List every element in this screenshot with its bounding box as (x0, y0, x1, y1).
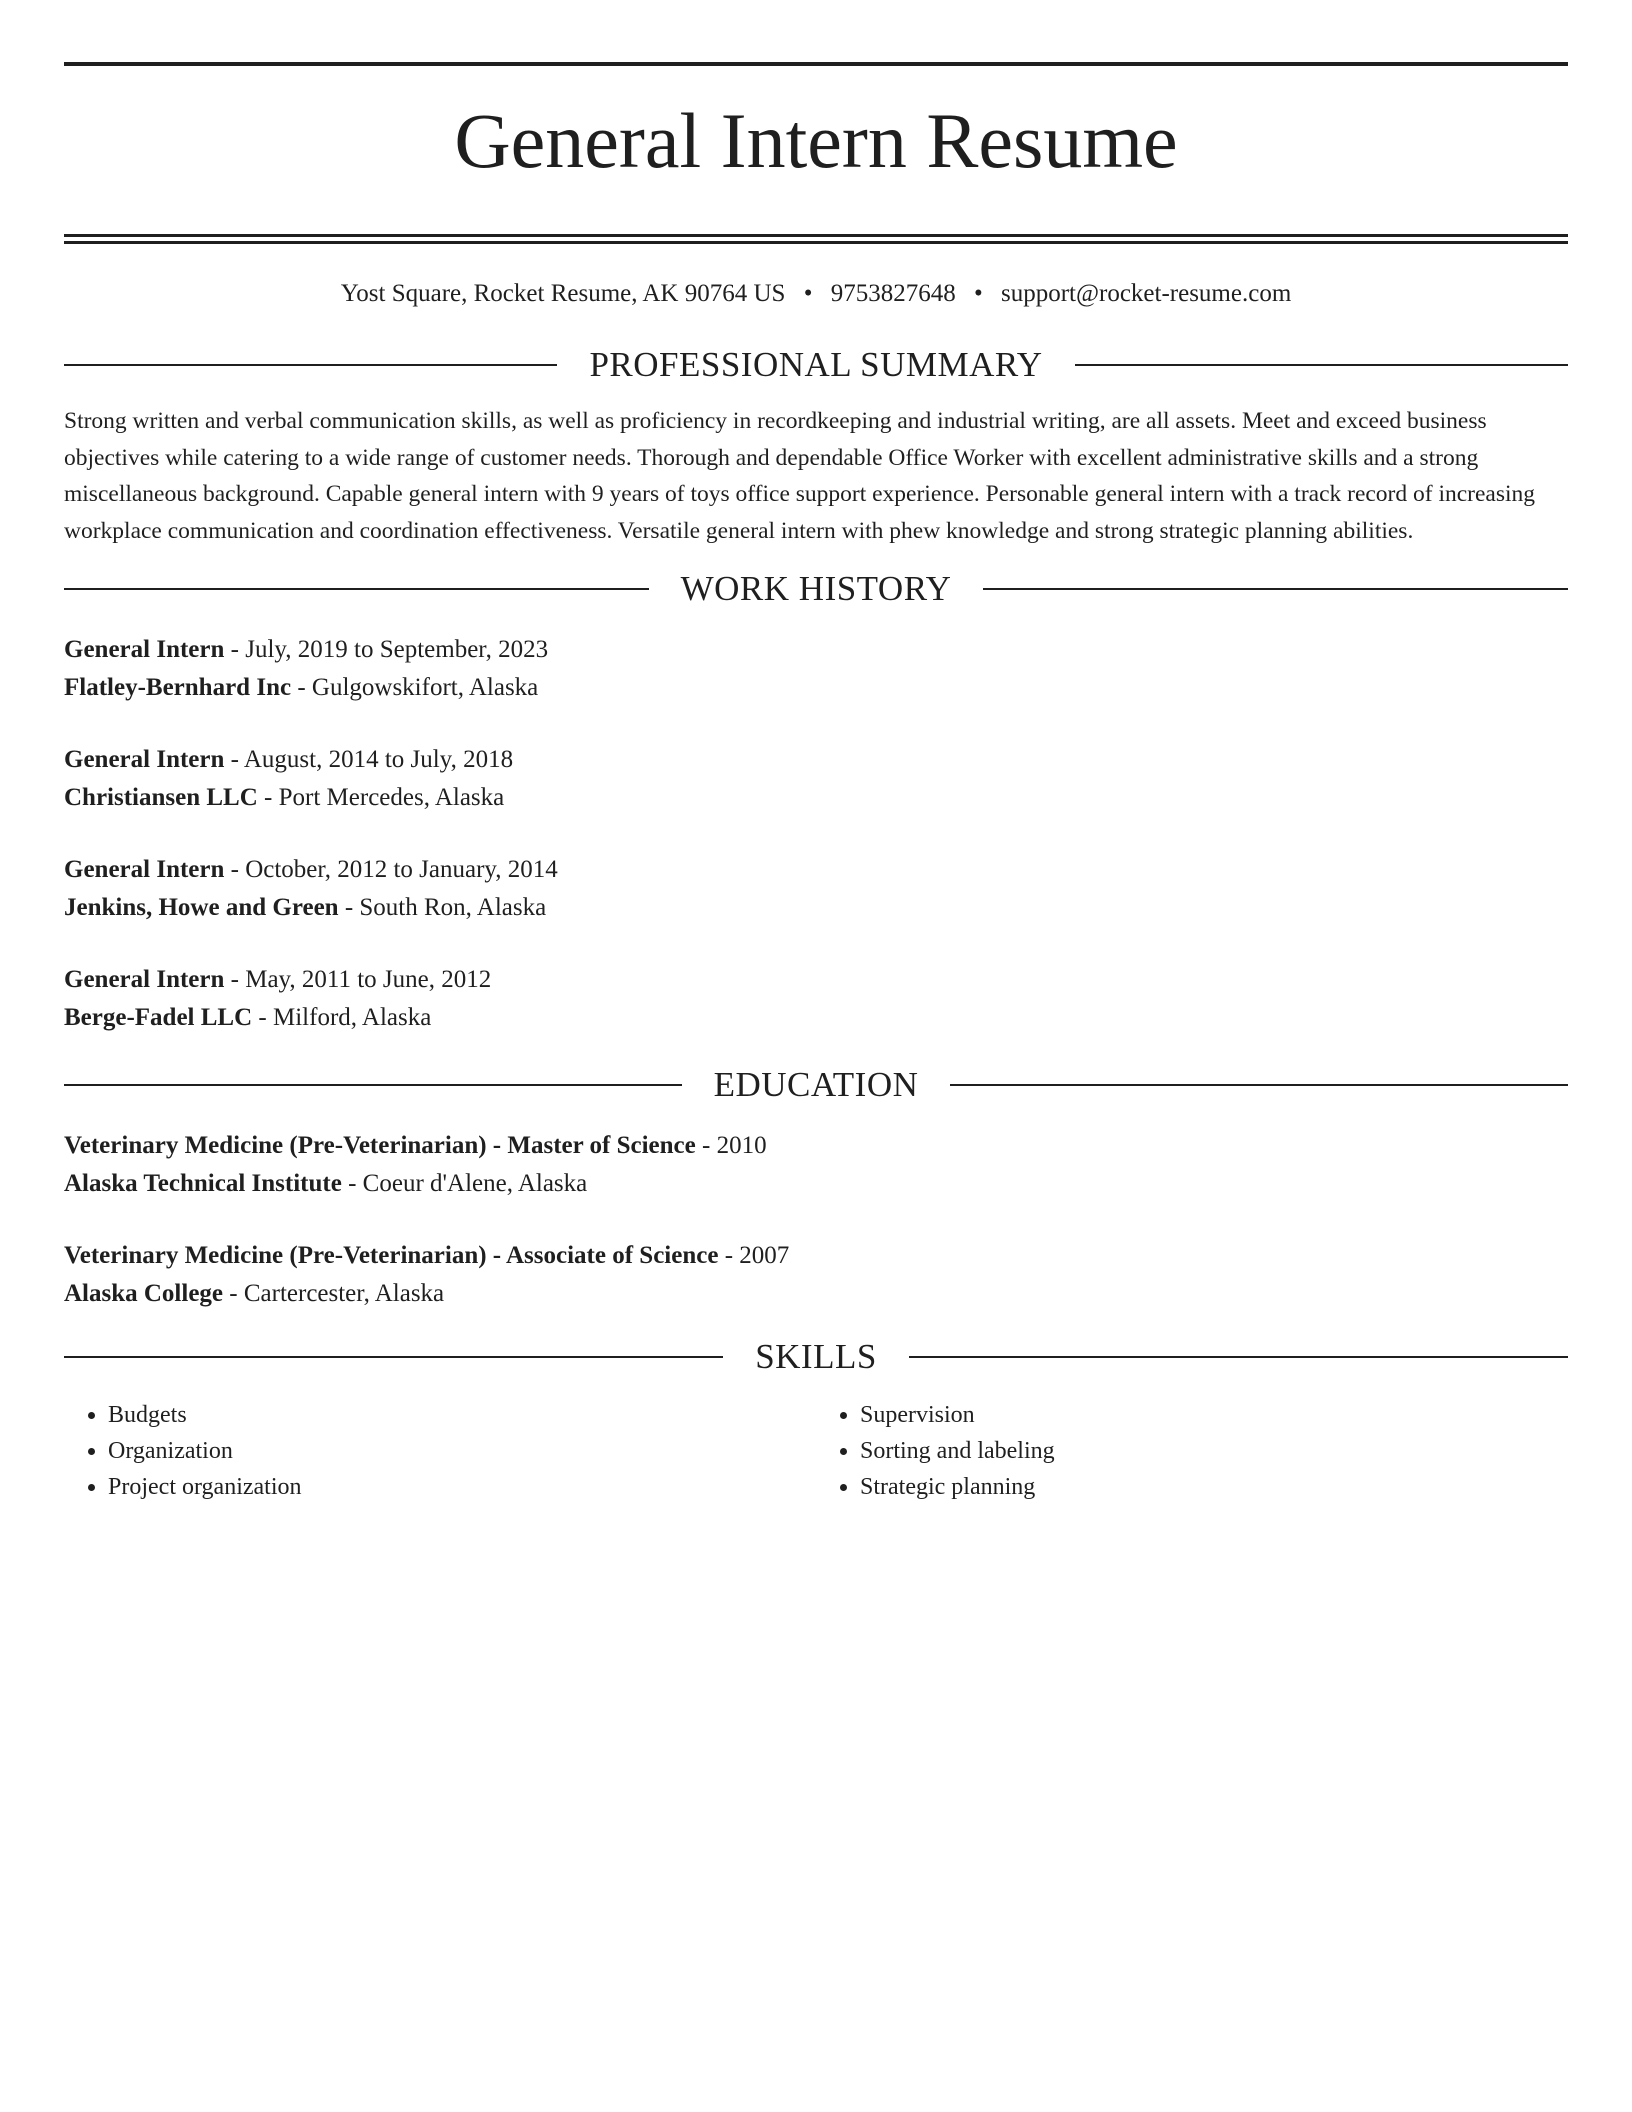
contact-separator: • (973, 280, 983, 307)
work-section-header (64, 569, 1568, 609)
job-company: Berge-Fadel LLC (64, 1004, 253, 1031)
school-location: - Coeur d'Alene, Alaska (341, 1170, 588, 1197)
skill-item: • Project organization (108, 1469, 816, 1505)
summary-text: Strong written and verbal communication skills, as well as proficiency in recordkeeping and industrial writing, are all assets. Meet and exceed business objectives while catering to a wide range of customer needs. Thorough and dependable Office Worker with excellent administrative skills and a strong miscellaneous background. Capable general intern with 9 years of toys office support experience. Personable general intern with a track record of increasing workplace communication and coordination effectiveness. Versatile general intern with phew knowledge and strong strategic planning abilities. (64, 408, 1536, 544)
skills-column-left (64, 1397, 816, 1505)
section-rule (64, 1084, 682, 1086)
contact-line (64, 279, 1568, 309)
summary-heading: PROFESSIONAL SUMMARY (589, 345, 1043, 384)
skill-item: • Supervision (860, 1397, 1568, 1433)
degree: Veterinary Medicine (Pre-Veterinarian) - Master of Science (64, 1132, 696, 1159)
job-role: General Intern (64, 636, 225, 663)
section-rule (983, 588, 1568, 590)
work-heading: WORK HISTORY (680, 569, 952, 608)
education-entry (64, 1127, 1568, 1203)
job-company: Christiansen LLC (64, 784, 258, 811)
section-rule (64, 1356, 723, 1358)
work-list (64, 631, 1568, 1037)
education-list (64, 1127, 1568, 1313)
section-rule (64, 588, 649, 590)
resume-page (64, 62, 1568, 1505)
degree: Veterinary Medicine (Pre-Veterinarian) - Associate of Science (64, 1242, 719, 1269)
skills-heading: SKILLS (755, 1337, 877, 1376)
section-rule (909, 1356, 1568, 1358)
page-title: General Intern Resume (454, 97, 1178, 184)
job-location: - Milford, Alaska (252, 1004, 432, 1031)
school: Alaska Technical Institute (64, 1170, 342, 1197)
job-company: Jenkins, Howe and Green (64, 894, 339, 921)
section-rule (1075, 364, 1568, 366)
job-location: - Gulgowskifort, Alaska (291, 674, 539, 701)
job-location: - Port Mercedes, Alaska (257, 784, 505, 811)
skill-item: • Budgets (108, 1397, 816, 1433)
job-dates: - October, 2012 to January, 2014 (224, 856, 558, 883)
degree-year: - 2010 (695, 1132, 767, 1159)
skill-item: • Sorting and labeling (860, 1433, 1568, 1469)
work-entry (64, 961, 1568, 1037)
education-entry (64, 1237, 1568, 1313)
school: Alaska College (64, 1280, 224, 1307)
section-rule (64, 364, 557, 366)
title-double-rule (64, 234, 1568, 244)
skill-item: • Strategic planning (860, 1469, 1568, 1505)
work-entry (64, 631, 1568, 707)
contact-separator: • (803, 280, 813, 307)
degree-year: - 2007 (718, 1242, 790, 1269)
work-entry (64, 851, 1568, 927)
contact-email[interactable]: support@rocket-resume.com (1000, 280, 1292, 307)
contact-phone: 9753827648 (830, 280, 956, 307)
skills-list (64, 1397, 1568, 1505)
job-role: General Intern (64, 966, 225, 993)
skill-item: • Organization (108, 1433, 816, 1469)
education-section-header (64, 1065, 1568, 1105)
job-company: Flatley-Bernhard Inc (64, 674, 292, 701)
job-role: General Intern (64, 856, 225, 883)
contact-address: Yost Square, Rocket Resume, AK 90764 US (340, 280, 786, 307)
section-rule (950, 1084, 1568, 1086)
skills-column-right (816, 1397, 1568, 1505)
top-rule (64, 62, 1568, 66)
job-role: General Intern (64, 746, 225, 773)
education-heading: EDUCATION (713, 1065, 919, 1104)
summary-section-header (64, 345, 1568, 385)
job-dates: - May, 2011 to June, 2012 (224, 966, 492, 993)
job-dates: - July, 2019 to September, 2023 (224, 636, 549, 663)
school-location: - Cartercester, Alaska (223, 1280, 445, 1307)
work-entry (64, 741, 1568, 817)
skills-section-header (64, 1337, 1568, 1377)
job-location: - South Ron, Alaska (338, 894, 547, 921)
job-dates: - August, 2014 to July, 2018 (224, 746, 514, 773)
